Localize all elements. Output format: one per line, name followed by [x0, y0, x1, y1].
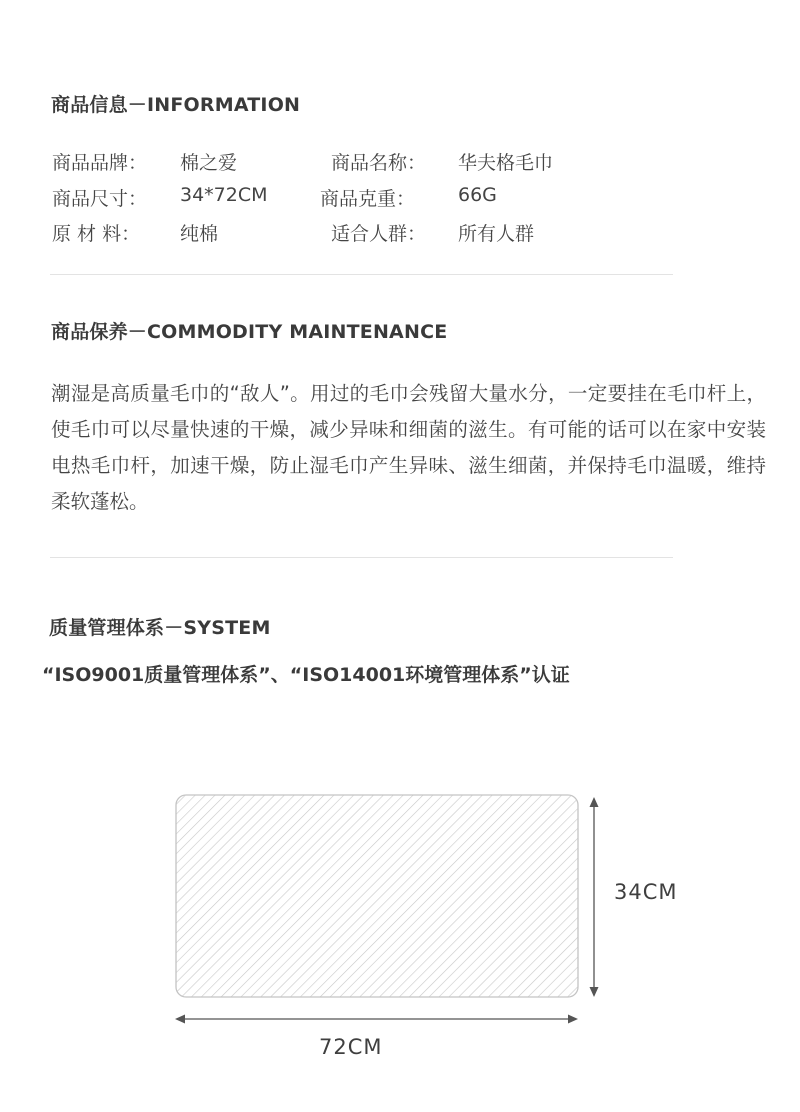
audience-value: 所有人群	[458, 223, 535, 245]
certification-text: “ISO9001质量管理体系”、“ISO14001环境管理体系”认证	[42, 664, 570, 686]
size-value: 34*72CM	[180, 184, 268, 206]
information-title: 商品信息－INFORMATION	[51, 94, 301, 116]
weight-value: 66G	[458, 184, 497, 206]
size-label: 商品尺寸：	[52, 188, 148, 210]
audience-label: 适合人群：	[331, 223, 427, 245]
material-label: 原 材 料：	[52, 223, 141, 245]
width-label: 72CM	[319, 1035, 383, 1059]
weight-label: 商品克重：	[320, 188, 416, 210]
height-arrow	[590, 797, 599, 997]
system-title: 质量管理体系－SYSTEM	[49, 617, 271, 639]
product-name-label: 商品名称：	[331, 152, 427, 174]
towel-shape	[176, 795, 578, 997]
brand-label: 商品品牌：	[52, 152, 148, 174]
height-label: 34CM	[614, 880, 678, 904]
product-name-value: 华夫格毛巾	[458, 152, 554, 174]
material-value: 纯棉	[180, 223, 219, 245]
maintenance-text: 潮湿是高质量毛巾的“敌人”。用过的毛巾会残留大量水分，一定要挂在毛巾杆上，使毛巾可以尽量快速的干燥，减少异味和细菌的滋生。有可能的话可以在家中安装电热毛巾杆，加速干燥，防止湿毛巾产生异味、滋生细菌，并保持毛巾温暖，维持柔软蓬松。	[51, 382, 766, 513]
width-arrow	[175, 1015, 578, 1024]
maintenance-title: 商品保养－COMMODITY MAINTENANCE	[51, 321, 448, 343]
brand-value: 棉之爱	[180, 152, 238, 174]
